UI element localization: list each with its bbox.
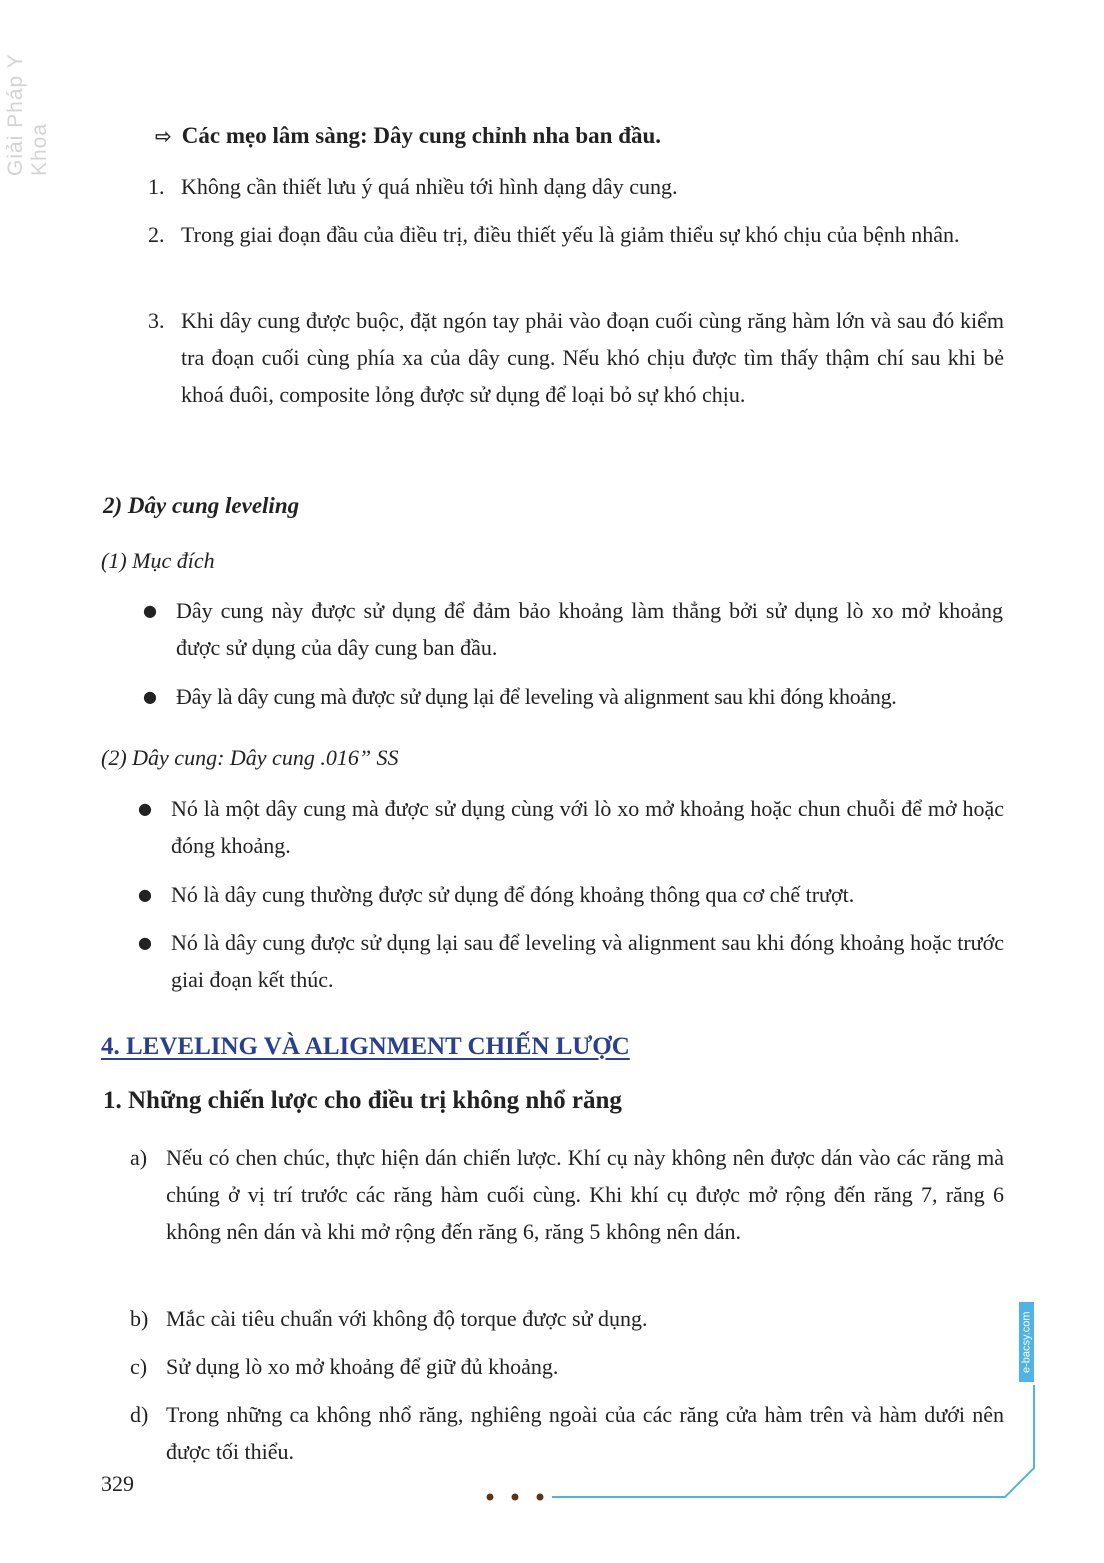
list-item <box>143 592 1003 666</box>
item-label: c) <box>130 1354 148 1379</box>
item-label: a) <box>130 1145 148 1170</box>
item-label: d) <box>130 1402 149 1427</box>
page-corner-decoration <box>540 1300 1040 1505</box>
corner-line <box>552 1385 1034 1497</box>
list-item <box>138 876 1004 913</box>
list-item-text: Nó là một dây cung mà được sử dụng cùng với lò xo mở khoảng hoặc chun chuỗi để mở hoặc đóng khoảng. <box>171 796 1004 858</box>
site-label: e-bacsy.com <box>1019 1302 1034 1382</box>
bullet-dot-icon: ● <box>138 885 152 904</box>
item-number: 2. <box>148 222 165 247</box>
right-arrow-icon: ⇨ <box>155 124 172 148</box>
bullet-dot-icon: ● <box>138 799 152 818</box>
list-item <box>130 1139 1004 1250</box>
dot-icon <box>487 1494 494 1501</box>
item-text: Mắc cài tiêu chuẩn với không độ torque được sử dụng. <box>166 1306 648 1331</box>
page-number: 329 <box>101 1471 134 1496</box>
leveling-heading: 2) Dây cung leveling <box>103 493 300 518</box>
list-item-text: Dây cung này được sử dụng để đảm bảo khoảng làm thẳng bởi sử dụng lò xo mở khoảng được sử dụng của dây cung ban đầu. <box>176 598 1003 660</box>
section-title: 4. LEVELING VÀ ALIGNMENT CHIẾN LƯỢC <box>101 1033 630 1060</box>
dot-icon <box>512 1494 519 1501</box>
purpose-heading: (1) Mục đích <box>101 548 215 573</box>
item-text: Trong giai đoạn đầu của điều trị, điều thiết yếu là giảm thiểu sự khó chịu của bệnh nhân. <box>181 222 960 247</box>
bullet-dot-icon: ● <box>138 933 152 952</box>
list-item <box>138 790 1004 864</box>
tip-item <box>148 302 1004 413</box>
item-number: 1. <box>148 174 165 199</box>
footer-dots <box>483 1485 553 1509</box>
item-text: Khi dây cung được buộc, đặt ngón tay phải vào đoạn cuối cùng răng hàm lớn và sau đó kiểm tra đoạn cuối cùng phía xa của dây cung. Nếu khó chịu được tìm thấy thậm chí sau khi bẻ khoá đuôi, composite lỏng được sử dụng để loại bỏ sự khó chịu. <box>181 308 1004 407</box>
item-number: 3. <box>148 308 165 333</box>
tip-item <box>148 216 1004 253</box>
item-text: Sử dụng lò xo mở khoảng để giữ đủ khoảng. <box>166 1354 559 1379</box>
bullet-dot-icon: ● <box>143 687 157 706</box>
tip-heading <box>155 123 661 149</box>
list-item-text: Nó là dây cung thường được sử dụng để đóng khoảng thông qua cơ chế trượt. <box>171 882 855 907</box>
list-item-text: Đây là dây cung mà được sử dụng lại để leveling và alignment sau khi đóng khoảng. <box>176 684 897 709</box>
dot-icon <box>537 1494 544 1501</box>
item-text: Nếu có chen chúc, thực hiện dán chiến lược. Khí cụ này không nên được dán vào các răng mà chúng ở vị trí trước các răng hàm cuối cùng. Khi khí cụ được mở rộng đến răng 7, răng 6 không nên dán và khi mở rộng đến răng 6, răng 5 không nên dán. <box>166 1145 1004 1244</box>
tip-item <box>148 168 1004 205</box>
bullet-dot-icon: ● <box>143 601 157 620</box>
item-label: b) <box>130 1306 149 1331</box>
section-subtitle: 1. Những chiến lược cho điều trị không nhổ răng <box>103 1087 622 1114</box>
list-item <box>143 678 1003 715</box>
watermark: Giải Pháp Y Khoa <box>4 53 51 176</box>
item-text: Không cần thiết lưu ý quá nhiều tới hình dạng dây cung. <box>181 174 678 199</box>
item-text: Trong những ca không nhổ răng, nghiêng ngoài của các răng cửa hàm trên và hàm dưới nên được tối thiểu. <box>166 1402 1004 1464</box>
tip-heading-text: Các mẹo lâm sàng: Dây cung chỉnh nha ban đầu. <box>181 123 662 148</box>
wire-heading: (2) Dây cung: Dây cung .016” SS <box>101 745 399 770</box>
list-item <box>138 924 1004 998</box>
list-item-text: Nó là dây cung được sử dụng lại sau để leveling và alignment sau khi đóng khoảng hoặc trước giai đoạn kết thúc. <box>171 930 1004 992</box>
